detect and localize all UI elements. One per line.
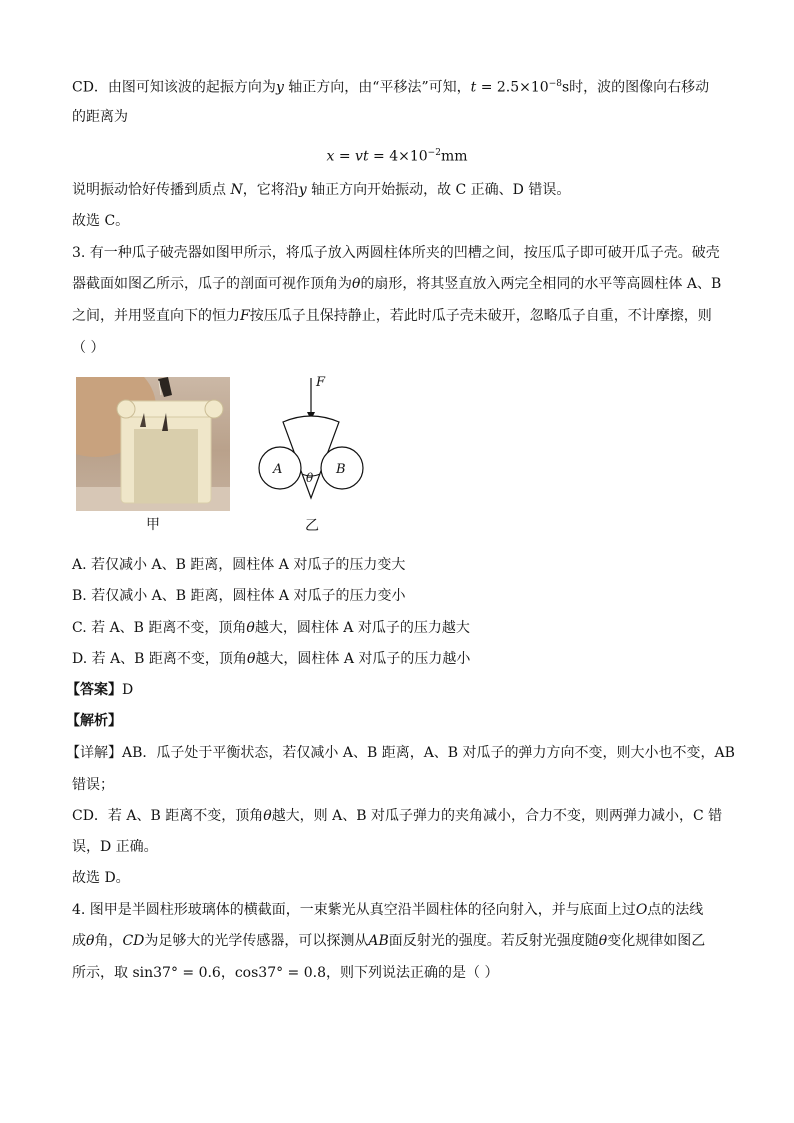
explanation-line: CD．若 A、B 距离不变，顶角θ越大，则 A、B 对瓜子弹力的夹角减小，合力不变，则两弹力减小，C 错: [72, 808, 723, 824]
question-3-line: （ ）: [72, 340, 105, 356]
option-c: C. 若 A、B 距离不变，顶角θ越大，圆柱体 A 对瓜子的压力越大: [72, 620, 470, 636]
explanation-line: 【详解】AB．瓜子处于平衡状态，若仅减小 A、B 距离，A、B 对瓜子的弹力方向不变，则大小也不变，AB: [66, 745, 735, 761]
question-3-line: 之间，并用竖直向下的恒力F按压瓜子且保持静止，若此时瓜子壳未破开，忽略瓜子自重，不计摩擦，则: [72, 308, 712, 324]
seed-cracker-illustration: [76, 377, 230, 511]
equation: x = vt = $4\times 10^{-2}mm$: [326, 148, 468, 165]
force-label: F: [316, 375, 326, 390]
question-3-line: 3. 有一种瓜子破壳器如图甲所示，将瓜子放入两圆柱体所夹的凹槽之间，按压瓜子即可破开瓜子壳。破壳: [72, 245, 720, 261]
text-line: 说明振动恰好传播到质点 N，它将沿y 轴正方向开始振动，故 C 正确、D 错误。: [72, 182, 571, 198]
figure-caption-yi: 乙: [305, 518, 319, 534]
text-line: 故选 C。: [72, 213, 130, 229]
seed-cracker-photo: [76, 377, 230, 511]
theta-label: θ: [306, 471, 314, 485]
option-a: A. 若仅减小 A、B 距离，圆柱体 A 对瓜子的压力变大: [72, 557, 406, 573]
analysis-heading: 【解析】: [66, 713, 122, 729]
option-b: B. 若仅减小 A、B 距离，圆柱体 A 对瓜子的压力变小: [72, 588, 406, 604]
cross-section-diagram: [250, 370, 370, 515]
question-4-line: 4. 图甲是半圆柱形玻璃体的横截面，一束紫光从真空沿半圆柱体的径向射入，并与底面上过O点的法线: [72, 902, 704, 918]
explanation-line: 误，D 正确。: [72, 839, 158, 855]
answer-line: 【答案】D: [66, 682, 134, 698]
text-line: CD．由图可知该波的起振方向为y 轴正方向，由“平移法”可知，$t = 2.5\times 10^{-8}s$时，波的图像向右移动: [72, 79, 710, 96]
conclusion-line: 故选 D。: [72, 870, 130, 886]
cylinder-a-label: A: [273, 462, 283, 477]
question-4-line: 成θ角，CD为足够大的光学传感器，可以探测从AB面反射光的强度。若反射光强度随θ变化规律如图乙: [72, 933, 706, 949]
cylinder-b-label: B: [336, 462, 346, 477]
option-d: D. 若 A、B 距离不变，顶角θ越大，圆柱体 A 对瓜子的压力越小: [72, 651, 471, 667]
text-line: 的距离为: [72, 109, 128, 125]
figure-caption-jia: 甲: [146, 517, 160, 533]
explanation-line: 错误；: [72, 777, 114, 793]
question-3-line: 器截面如图乙所示，瓜子的剖面可视作顶角为θ的扇形，将其竖直放入两完全相同的水平等高圆柱体 A、B: [72, 276, 722, 292]
question-4-line: 所示，取 sin37° = 0.6，cos37° = 0.8，则下列说法正确的是（ ）: [72, 965, 499, 981]
